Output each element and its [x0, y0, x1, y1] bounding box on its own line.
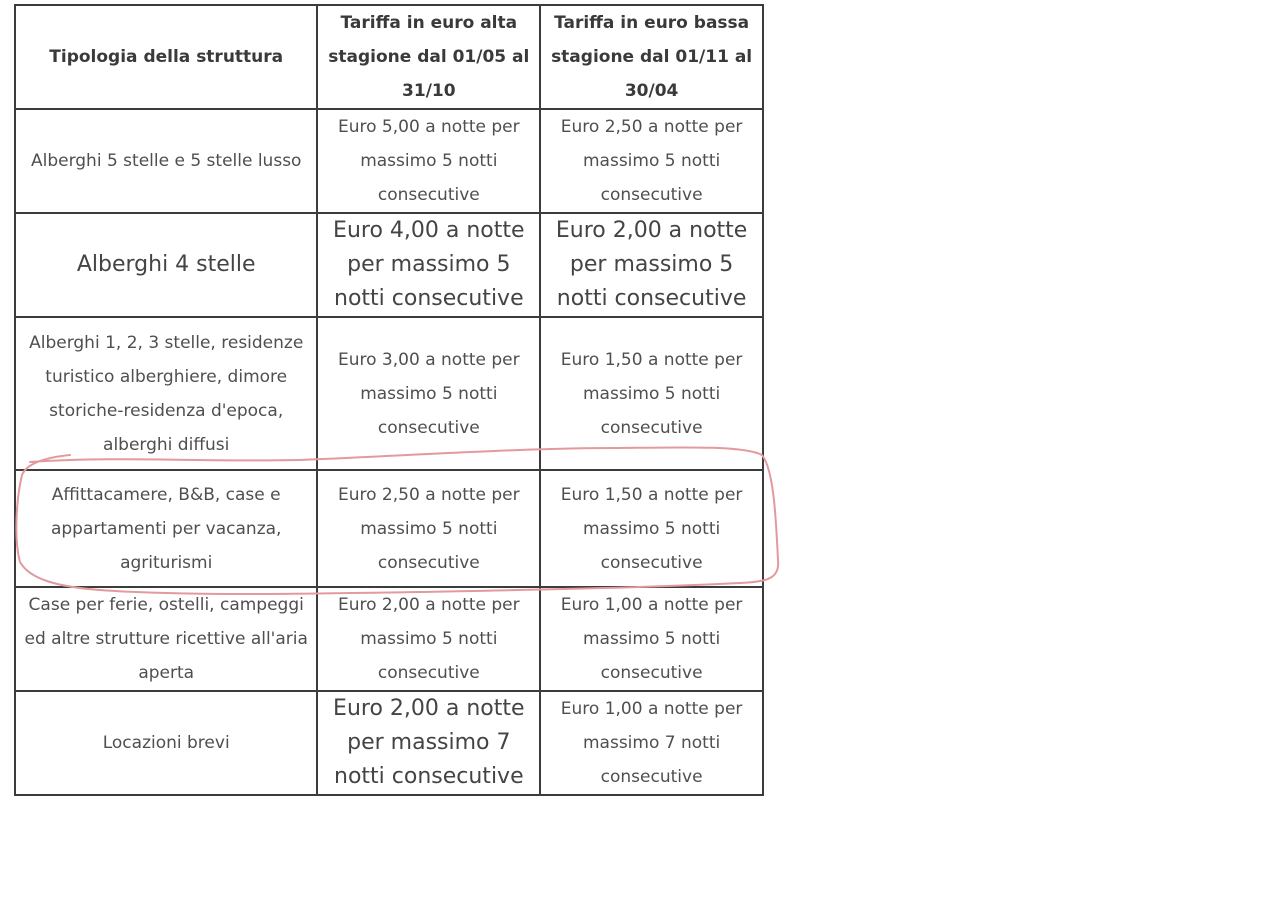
table-row — [15, 317, 763, 470]
cell-structure-type: Case per ferie, ostelli, campeggi ed altre strutture ricettive all'aria aperta — [15, 587, 317, 691]
table-row — [15, 587, 763, 691]
cell-high-season-rate: Euro 2,00 a notte per massimo 7 notti consecutive — [317, 691, 540, 795]
table-row-highlighted — [15, 470, 763, 587]
tariff-table — [14, 4, 764, 796]
header-low-season: Tariffa in euro bassa stagione dal 01/11 al 30/04 — [540, 5, 763, 109]
cell-low-season-rate: Euro 1,50 a notte per massimo 5 notti consecutive — [540, 470, 763, 587]
header-structure-type: Tipologia della struttura — [15, 5, 317, 109]
header-high-season: Tariffa in euro alta stagione dal 01/05 al 31/10 — [317, 5, 540, 109]
cell-low-season-rate: Euro 2,50 a notte per massimo 5 notti consecutive — [540, 109, 763, 213]
cell-structure-type: Alberghi 5 stelle e 5 stelle lusso — [15, 109, 317, 213]
cell-high-season-rate: Euro 3,00 a notte per massimo 5 notti consecutive — [317, 317, 540, 470]
cell-low-season-rate: Euro 2,00 a notte per massimo 5 notti consecutive — [540, 213, 763, 317]
cell-structure-type: Locazioni brevi — [15, 691, 317, 795]
cell-structure-type: Alberghi 4 stelle — [15, 213, 317, 317]
cell-structure-type: Alberghi 1, 2, 3 stelle, residenze turistico alberghiere, dimore storiche-residenza d'epoca, alberghi diffusi — [15, 317, 317, 470]
table-row — [15, 691, 763, 795]
table-row — [15, 213, 763, 317]
table-row — [15, 109, 763, 213]
cell-high-season-rate: Euro 5,00 a notte per massimo 5 notti consecutive — [317, 109, 540, 213]
table-header-row — [15, 5, 763, 109]
cell-low-season-rate: Euro 1,00 a notte per massimo 7 notti consecutive — [540, 691, 763, 795]
cell-low-season-rate: Euro 1,50 a notte per massimo 5 notti consecutive — [540, 317, 763, 470]
cell-high-season-rate: Euro 4,00 a notte per massimo 5 notti consecutive — [317, 213, 540, 317]
cell-high-season-rate: Euro 2,00 a notte per massimo 5 notti consecutive — [317, 587, 540, 691]
cell-structure-type: Affittacamere, B&B, case e appartamenti per vacanza, agriturismi — [15, 470, 317, 587]
cell-low-season-rate: Euro 1,00 a notte per massimo 5 notti consecutive — [540, 587, 763, 691]
cell-high-season-rate: Euro 2,50 a notte per massimo 5 notti consecutive — [317, 470, 540, 587]
